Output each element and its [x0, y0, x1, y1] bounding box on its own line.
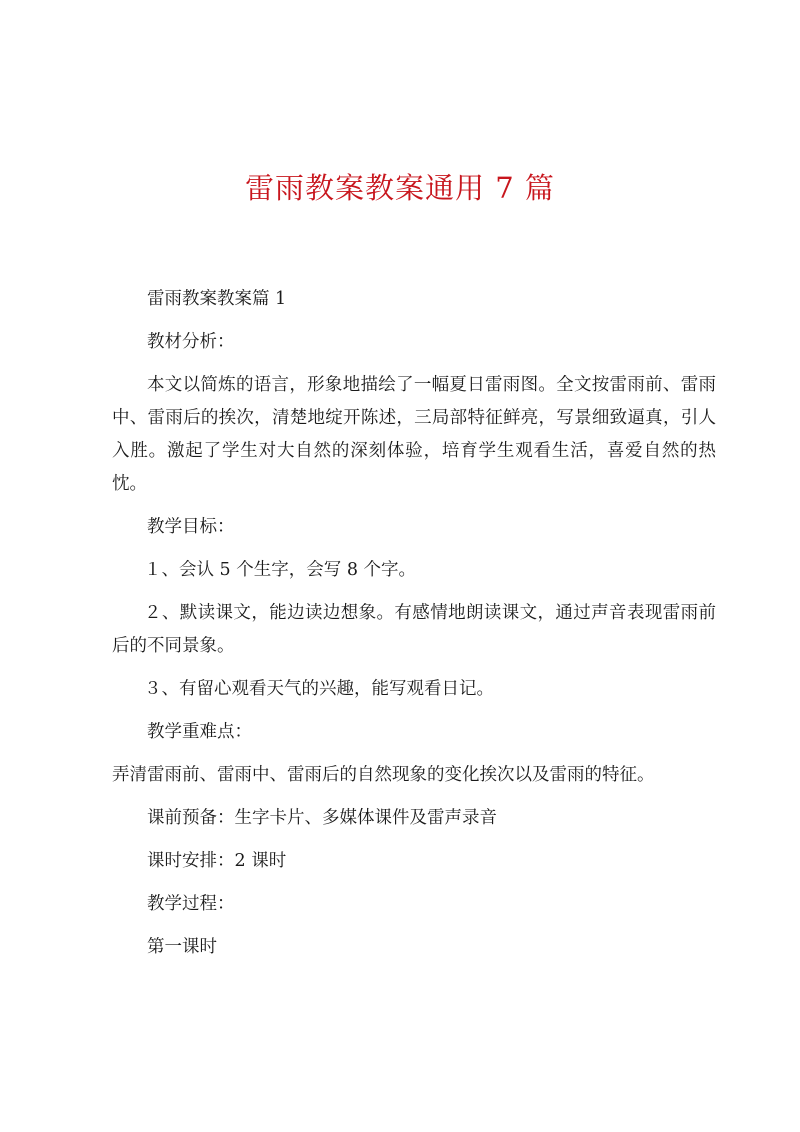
paragraph-preparation: 课前预备：生字卡片、多媒体课件及雷声录音 [147, 808, 497, 828]
subheading-material-analysis: 教材分析： [147, 332, 235, 352]
paragraph-key-points: 弄清雷雨前、雷雨中、雷雨后的自然现象的变化挨次以及雷雨的特征。 [112, 765, 655, 785]
subheading-first-lesson: 第一课时 [147, 937, 217, 957]
paragraph-text-intro: 本文以简炼的语言，形象地描绘了一幅夏日雷雨图。全文按雷雨前、雷雨中、雷雨后的挨次，清楚地绽开陈述，三局部特征鲜亮，写景细致逼真，引人入胜。激起了学生对大自然的深刻体验，培育学生观看生活，喜爱自然的热忱。 [112, 375, 716, 494]
document-title: 雷雨教案教案通用 7 篇 [245, 171, 555, 205]
section-heading: 雷雨教案教案篇 1 [147, 289, 287, 309]
subheading-key-points: 教学重难点： [147, 722, 252, 742]
document-body [112, 283, 716, 964]
subheading-teaching-process: 教学过程： [147, 894, 235, 914]
paragraph-class-hours: 课时安排：2 课时 [147, 851, 287, 871]
subheading-teaching-goals: 教学目标： [147, 517, 235, 537]
goal-item-2: ２、默读课文，能边读边想象。有感情地朗读课文，通过声音表现雷雨前后的不同景象。 [112, 603, 716, 656]
goal-item-3: ３、有留心观看天气的兴趣，能写观看日记。 [144, 679, 494, 699]
goal-item-1: １、会认 5 个生字，会写 8 个字。 [144, 560, 417, 580]
